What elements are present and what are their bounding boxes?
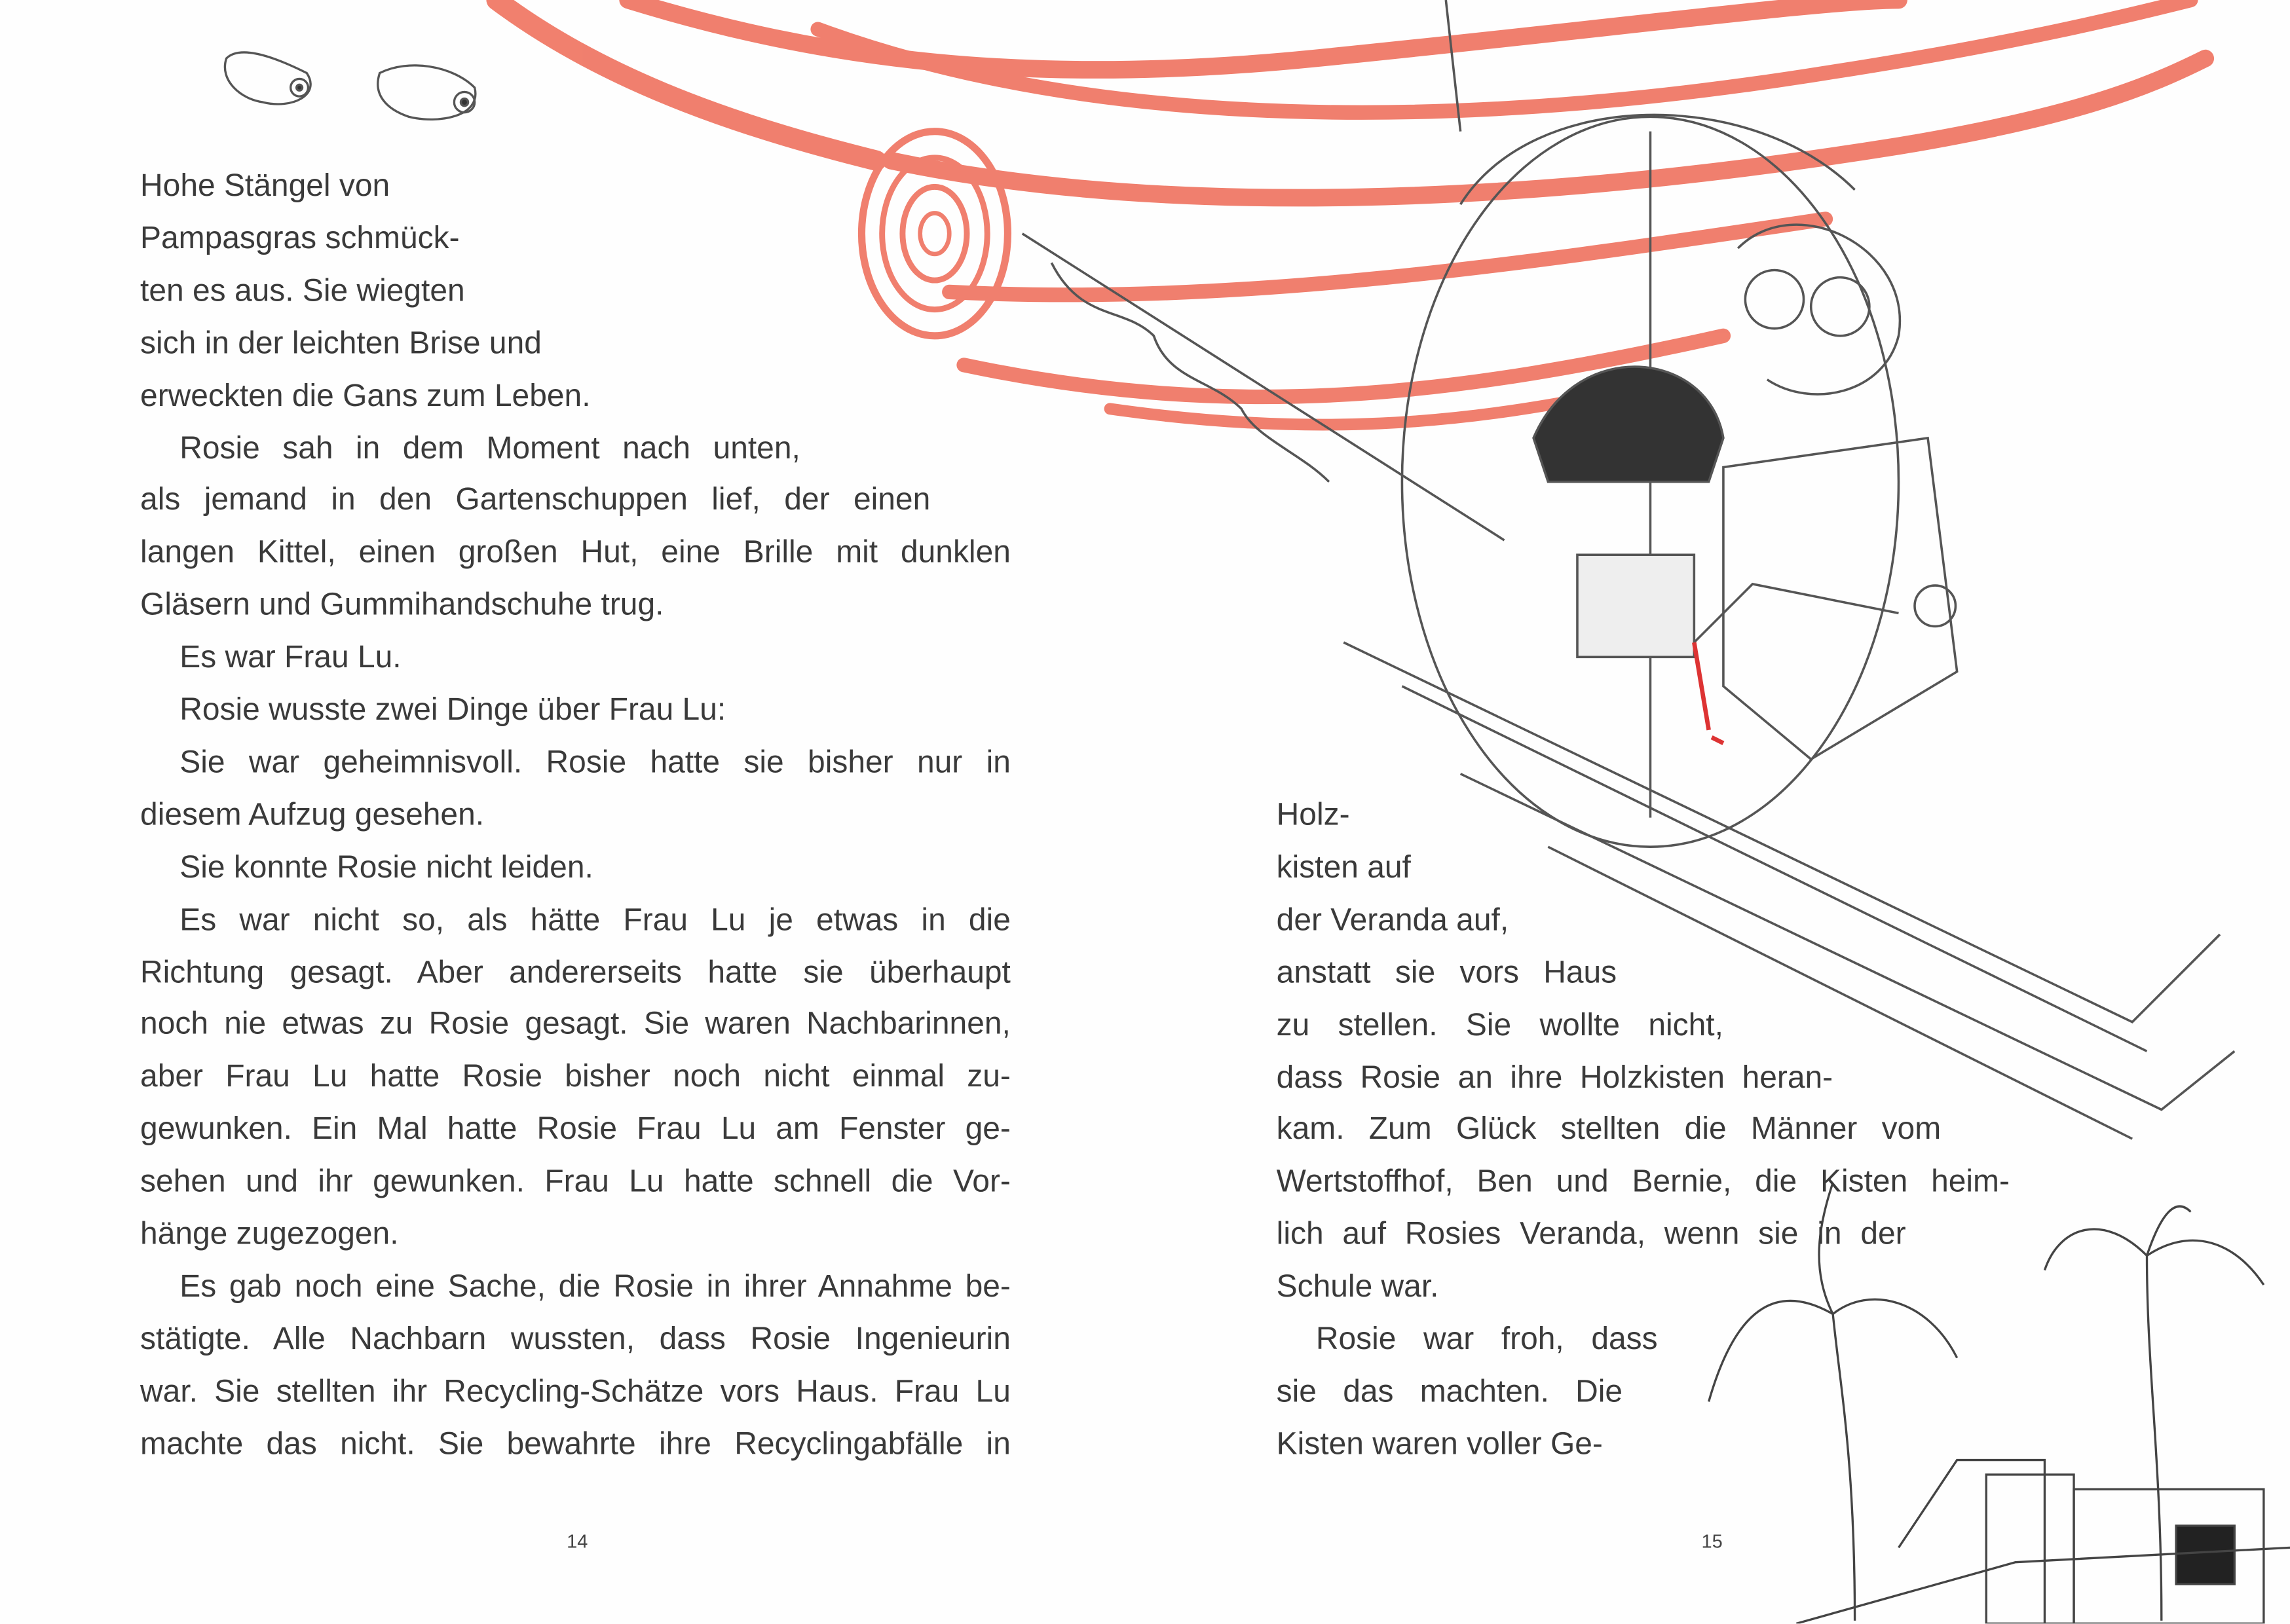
- text-line: sehen und ihr gewunken. Frau Lu hatte schnell die Vor-: [140, 1164, 1011, 1199]
- text-line: Pampasgras schmück-: [140, 220, 460, 255]
- text-line: kisten auf: [1276, 849, 1411, 885]
- text-line: diesem Aufzug gesehen.: [140, 796, 485, 832]
- text-line: Wertstoffhof, Ben und Bernie, die Kisten heim-: [1276, 1164, 2010, 1200]
- text-line: Gläsern und Gummihandschuhe trug.: [140, 587, 664, 623]
- text-line: zu stellen. Sie wollte nicht,: [1276, 1006, 1723, 1043]
- text-line: Es war Frau Lu.: [179, 639, 402, 675]
- text-line: gewunken. Ein Mal hatte Rosie Frau Lu am Fenster ge-: [140, 1111, 1011, 1147]
- text-line: Es gab noch eine Sache, die Rosie in ihrer Annahme be-: [179, 1268, 1011, 1304]
- text-line: Holz-: [1276, 797, 1350, 832]
- text-line: dass Rosie an ihre Holzkisten heran-: [1276, 1059, 1833, 1095]
- text-line: der Veranda auf,: [1276, 902, 1509, 937]
- text-line: Rosie sah in dem Moment nach unten,: [179, 430, 800, 466]
- page-number-left: 14: [567, 1530, 588, 1553]
- text-line: noch nie etwas zu Rosie gesagt. Sie waren Nachbarinnen,: [140, 1006, 1011, 1042]
- text-line: Hohe Stängel von: [140, 168, 390, 203]
- text-line: war. Sie stellten ihr Recycling-Schätze vors Haus. Frau Lu: [140, 1373, 1011, 1409]
- text-line: aber Frau Lu hatte Rosie bisher noch nicht einmal zu-: [140, 1059, 1011, 1094]
- text-line: Es war nicht so, als hätte Frau Lu je etwas in die: [179, 901, 1011, 937]
- text-line: Sie konnte Rosie nicht leiden.: [179, 849, 593, 885]
- text-line: als jemand in den Gartenschuppen lief, der einen: [140, 482, 931, 518]
- text-line: ten es aus. Sie wiegten: [140, 272, 465, 308]
- text-line: Schule war.: [1276, 1268, 1439, 1304]
- text-line: Rosie war froh, dass: [1315, 1321, 1658, 1357]
- helicopter-drawing: [1023, 0, 2235, 1139]
- text-line: stätigte. Alle Nachbarn wussten, dass Rosie Ingenieurin: [140, 1321, 1011, 1356]
- page-number-right: 15: [1701, 1530, 1723, 1553]
- text-line: Sie war geheimnisvoll. Rosie hatte sie bisher nur in: [179, 744, 1011, 780]
- text-line: kam. Zum Glück stellten die Männer vom: [1276, 1111, 1942, 1147]
- text-line: sie das machten. Die: [1276, 1373, 1623, 1409]
- text-line: Rosie wusste zwei Dinge über Frau Lu:: [179, 692, 726, 728]
- text-line: langen Kittel, einen großen Hut, eine Brille mit dunklen: [140, 534, 1011, 570]
- red-crayon-swirl: [497, 0, 2206, 425]
- text-line: Richtung gesagt. Aber andererseits hatte sie überhaupt: [140, 954, 1011, 989]
- text-line: sich in der leichten Brise und: [140, 325, 542, 361]
- text-line: Kisten waren voller Ge-: [1276, 1426, 1603, 1462]
- text-line: hänge zugezogen.: [140, 1216, 399, 1251]
- text-line: lich auf Rosies Veranda, wenn sie in der: [1276, 1216, 1906, 1252]
- text-line: anstatt sie vors Haus: [1276, 954, 1617, 989]
- bird-doodles: [225, 52, 475, 119]
- text-line: machte das nicht. Sie bewahrte ihre Recyclingabfälle in: [140, 1426, 1011, 1461]
- text-line: erweckten die Gans zum Leben.: [140, 377, 591, 413]
